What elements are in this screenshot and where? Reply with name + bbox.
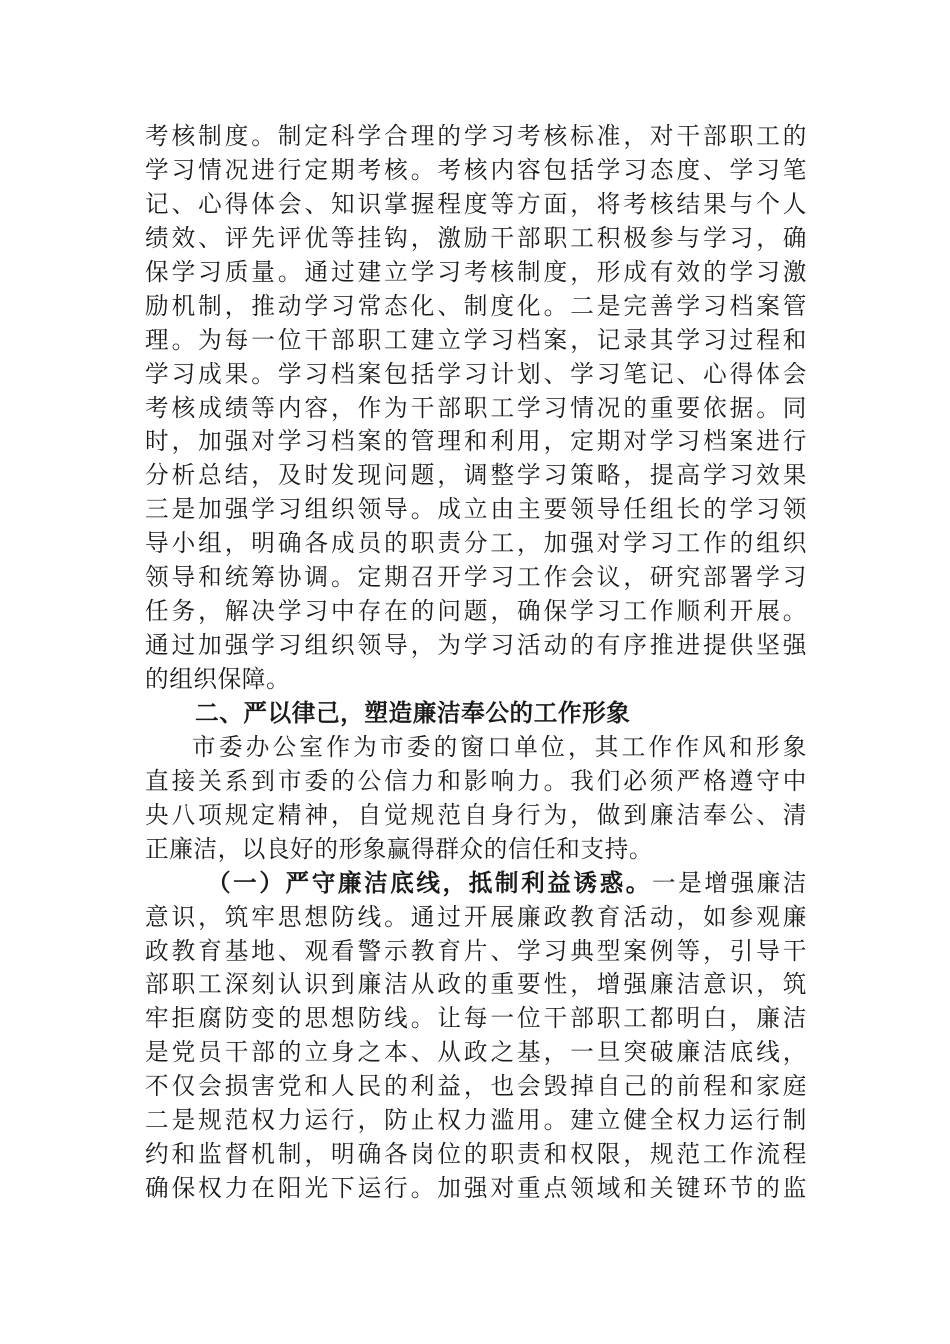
text-line: 三是加强学习组织领导。成立由主要领导任组长的学习领 — [145, 495, 807, 524]
text-line: 考核制度。制定科学合理的学习考核标准，对干部职工的 — [145, 122, 807, 150]
text-line: 部职工深刻认识到廉洁从政的重要性，增强廉洁意识，筑 — [145, 970, 807, 999]
text-line: 导小组，明确各成员的职责分工，加强对学习工作的组织 — [145, 529, 807, 558]
text-line: 牢拒腐防变的思想防线。让每一位干部职工都明白，廉洁 — [145, 1004, 807, 1033]
text-line: 直接关系到市委的公信力和影响力。我们必须严格遵守中 — [145, 766, 807, 795]
section-heading: 二、严以律己，塑造廉洁奉公的工作形象 — [195, 698, 631, 727]
text-line: 央八项规定精神，自觉规范自身行为，做到廉洁奉公、清 — [145, 800, 807, 829]
text-line: 分析总结，及时发现问题，调整学习策略，提高学习效果 — [145, 461, 807, 490]
subsection-title: （一）严守廉洁底线，抵制利益诱惑。 — [207, 868, 652, 897]
subsection-line — [145, 867, 807, 901]
text-line: 记、心得体会、知识掌握程度等方面，将考核结果与个人 — [145, 189, 807, 218]
text-line: 理。为每一位干部职工建立学习档案，记录其学习过程和 — [145, 325, 807, 354]
subsection-text: 一是增强廉洁 — [651, 868, 807, 897]
text-line: 不仅会损害党和人民的利益，也会毁掉自己的前程和家庭 — [145, 1072, 807, 1101]
text-line: 是党员干部的立身之本、从政之基，一旦突破廉洁底线， — [145, 1038, 807, 1067]
text-line: 学习成果。学习档案包括学习计划、学习笔记、心得体会 — [145, 359, 807, 388]
text-line: 考核成绩等内容，作为干部职工学习情况的重要依据。同 — [145, 393, 807, 422]
text-line: 领导和统筹协调。定期召开学习工作会议，研究部署学习 — [145, 563, 807, 592]
document-body — [145, 120, 807, 1206]
text-line: 任务，解决学习中存在的问题，确保学习工作顺利开展。 — [145, 597, 807, 626]
text-line: 约和监督机制，明确各岗位的职责和权限，规范工作流程 — [145, 1140, 807, 1169]
text-line: 绩效、评先评优等挂钩，激励干部职工积极参与学习，确 — [145, 223, 807, 252]
text-line: 时，加强对学习档案的管理和利用，定期对学习档案进行 — [145, 427, 807, 456]
text-line: 通过加强学习组织领导，为学习活动的有序推进提供坚强 — [145, 631, 807, 660]
text-line: 二是规范权力运行，防止权力滥用。建立健全权力运行制 — [145, 1106, 807, 1135]
text-line: 正廉洁，以良好的形象赢得群众的信任和支持。 — [145, 834, 654, 863]
text-line: 意识，筑牢思想防线。通过开展廉政教育活动，如参观廉 — [145, 902, 807, 931]
text-line: 政教育基地、观看警示教育片、学习典型案例等，引导干 — [145, 936, 807, 965]
text-line: 确保权力在阳光下运行。加强对重点领域和关键环节的监 — [145, 1174, 807, 1203]
text-line: 的组织保障。 — [145, 665, 291, 693]
text-line: 励机制，推动学习常态化、制度化。二是完善学习档案管 — [145, 291, 807, 320]
text-line: 学习情况进行定期考核。考核内容包括学习态度、学习笔 — [145, 155, 807, 184]
text-line: 市委办公室作为市委的窗口单位，其工作作风和形象 — [192, 732, 807, 761]
text-line: 保学习质量。通过建立学习考核制度，形成有效的学习激 — [145, 257, 807, 286]
